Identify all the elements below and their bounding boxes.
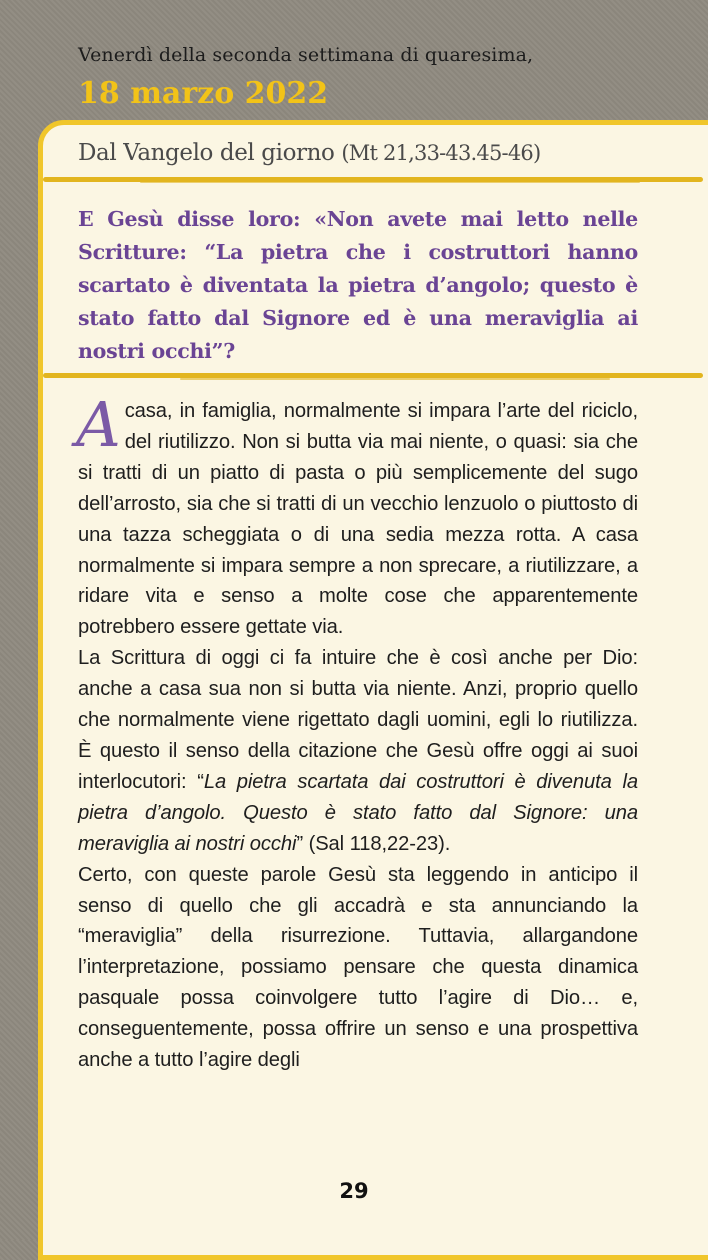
paragraph-2-text-a: La Scrittura di oggi ci fa intuire che è così anche per Dio: anche a casa sua non si butta via niente. Anzi, proprio quello che normalmente viene rigettato dagli uomini, egli lo riutilizza. È questo il senso della citazione che Gesù offre oggi ai suoi interlocutori: “ <box>78 647 638 793</box>
paragraph-1 <box>76 388 638 643</box>
drop-cap: A <box>76 388 121 461</box>
gospel-title <box>78 140 540 166</box>
gospel-quote: E Gesù disse loro: «Non avete mai letto nelle Scritture: “La pietra che i costruttori hanno scartato è diventata la pietra d’angolo; questo è stato fatto dal Signore ed è una meraviglia ai nostri occhi”? <box>78 207 638 363</box>
brush-divider-top-stroke <box>140 181 640 183</box>
paragraph-2-quote: La pietra scartata dai costruttori è divenuta la pietra d’angolo. Questo è stato fatto dal Signore: una meraviglia ai nostri occhi <box>78 770 638 855</box>
commentary-body <box>76 388 638 1076</box>
page-number: 29 <box>339 1179 369 1203</box>
header-date: 18 marzo 2022 <box>78 76 329 111</box>
gospel-title-text: Dal Vangelo del giorno <box>78 140 335 166</box>
brush-divider-bottom-stroke <box>180 378 610 380</box>
paragraph-2 <box>78 643 638 859</box>
gospel-reference: (Mt 21,33-43.45-46) <box>341 141 541 165</box>
paragraph-1-text: casa, in famiglia, normalmente si impara l’arte del riciclo, del riutilizzo. Non si butta via mai niente, o quasi: sia che si tratti di un piatto di pasta o più semplicemente del sugo dell’arrosto, sia che si tratti di un vecchio lenzuolo o piuttosto di una tazza scheggiata o di una sedia mezza rotta. A casa normalmente si impara sempre a non sprecare, a riutilizzare, a ridare vita e senso a molte cose che apparentemente potrebbero essere gettate via. <box>78 400 638 639</box>
header-day-line: Venerdì della seconda settimana di quaresima, <box>78 44 534 66</box>
paragraph-3: Certo, con queste parole Gesù sta leggendo in anticipo il senso di quello che gli accadrà e sta annunciando la “meraviglia” della risurrezione. Tuttavia, allargandone l’interpretazione, possiamo pensare che questa dinamica pasquale possa coinvolgere tutto l’agire di Dio… e, conseguentemente, possa offrire un senso e una prospettiva anche a tutto l’agire degli <box>78 863 638 1072</box>
paragraph-2-text-b: ” (Sal 118,22-23). <box>296 832 451 855</box>
